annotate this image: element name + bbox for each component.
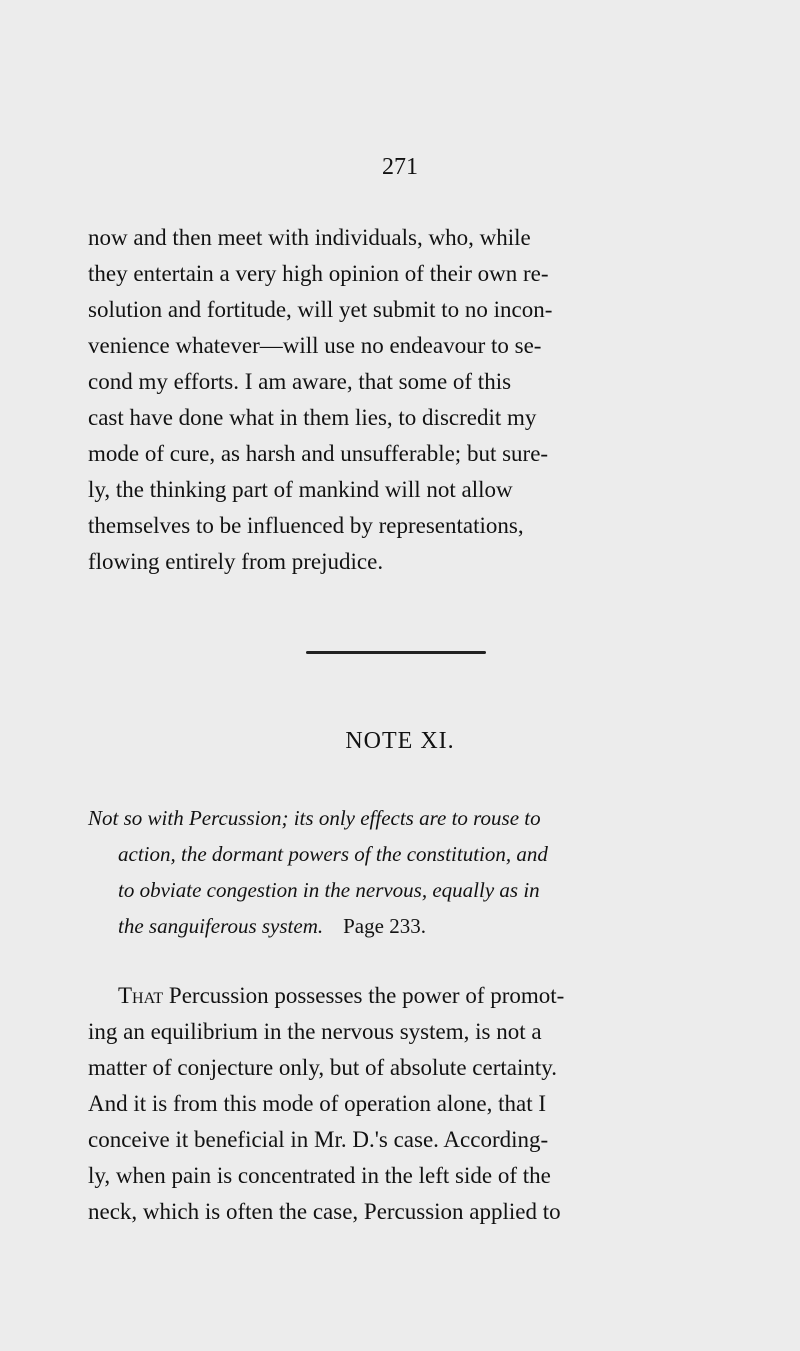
paragraph-1 [88,220,680,580]
text-line: they entertain a very high opinion of their own re- [88,261,549,286]
page-number: 271 [382,154,418,180]
text-line: And it is from this mode of operation alone, that I [88,1091,546,1116]
quote-line: to obviate congestion in the nervous, equally as in [118,878,540,902]
text-line: matter of conjecture only, but of absolute certainty. [88,1055,557,1080]
text-line: cond my efforts. I am aware, that some of this [88,369,512,394]
text-line: flowing entirely from prejudice. [88,549,384,574]
text-line: cast have done what in them lies, to discredit my [88,405,537,430]
paragraph-2 [88,978,680,1230]
text-line: venience whatever—will use no endeavour to se- [88,333,542,358]
quote-line-text: the sanguiferous system. [118,914,324,938]
text-line: themselves to be influenced by representations, [88,513,524,538]
text-line: solution and fortitude, will yet submit to no incon- [88,297,553,322]
text-line-rest: Percussion possesses the power of promot- [163,983,565,1008]
text-line: neck, which is often the case, Percussion applied to [88,1199,561,1224]
note-heading: NOTE XI. [345,728,455,754]
note-quotation [88,800,680,944]
text-line: ly, the thinking part of mankind will not allow [88,477,513,502]
text-line: conceive it beneficial in Mr. D.'s case. According- [88,1127,549,1152]
quote-line [88,908,680,944]
page-reference: Page 233. [343,914,426,938]
section-divider [306,651,486,654]
text-line: now and then meet with individuals, who, while [88,225,531,250]
text-line [88,978,680,1014]
quote-line: Not so with Percussion; its only effects are to rouse to [88,806,541,830]
quote-line: action, the dormant powers of the constitution, and [118,842,548,866]
text-line: ing an equilibrium in the nervous system, is not a [88,1019,542,1044]
text-line: mode of cure, as harsh and unsufferable; but sure- [88,441,549,466]
paragraph-opening-word: That [118,983,164,1008]
text-line: ly, when pain is concentrated in the left side of the [88,1163,551,1188]
